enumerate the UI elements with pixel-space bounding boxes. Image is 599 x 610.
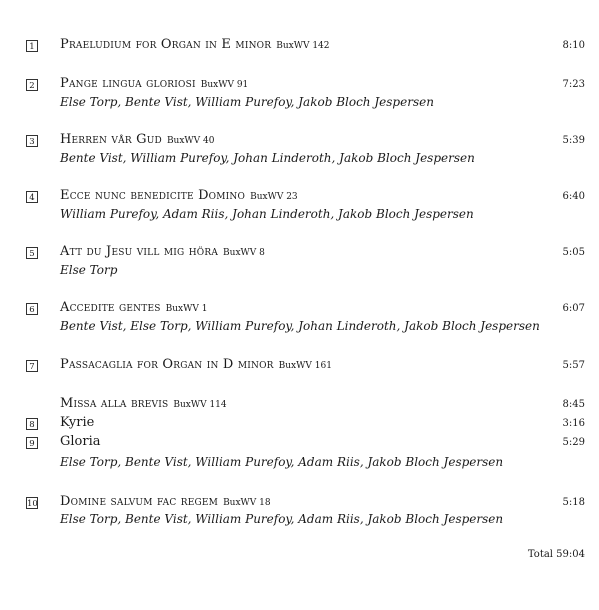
bux-catalog: BuxWV 40: [166, 136, 215, 146]
bux-catalog: BuxWV 8: [223, 248, 265, 258]
track-number: 7: [26, 360, 38, 372]
track-performers: Bente Vist, Else Torp, William Purefoy, Johan Linderoth, Jakob Bloch Jespersen: [60, 319, 540, 333]
track-title: [60, 300, 207, 315]
track-performers: Bente Vist, William Purefoy, Johan Linderoth, Jakob Bloch Jespersen: [60, 151, 475, 165]
track-number: 4: [26, 191, 38, 203]
movement-duration: 3:16: [562, 418, 585, 429]
track-performers: William Purefoy, Adam Riis, Johan Linderoth, Jakob Bloch Jespersen: [60, 207, 474, 221]
track-performers: Else Torp, Bente Vist, William Purefoy, Jakob Bloch Jespersen: [60, 95, 434, 109]
track-number: 10: [27, 499, 38, 509]
track-title-text: Passacaglia for Organ in D minor: [60, 357, 274, 372]
bux-catalog: BuxWV 1: [165, 304, 208, 314]
work-title: [60, 396, 227, 411]
track-duration: 5:05: [562, 247, 585, 258]
work-duration: 8:45: [562, 399, 585, 410]
track-title: [60, 132, 215, 147]
track-number: 5: [26, 247, 38, 259]
track-duration: 7:23: [562, 79, 585, 90]
track-title-text: Att du Jesu vill mig höra: [60, 244, 219, 259]
movement-duration: 5:29: [562, 437, 585, 448]
track-duration: 8:10: [562, 40, 585, 51]
movement-title: Kyrie: [60, 415, 95, 430]
track-title: [60, 188, 298, 203]
track-number: 1: [26, 40, 38, 52]
track-duration: 5:18: [562, 497, 585, 508]
track-title-text: Accedite gentes: [60, 300, 161, 315]
track-title-text: Herren vår Gud: [60, 132, 162, 147]
movement-title: Gloria: [60, 434, 101, 449]
track-title: [60, 357, 332, 372]
track-title-text: Domine salvum fac regem: [60, 494, 219, 509]
track-duration: 5:39: [562, 135, 585, 146]
bux-catalog: BuxWV 114: [173, 400, 227, 410]
track-duration: 6:07: [562, 303, 585, 314]
bux-catalog: BuxWV 23: [250, 192, 298, 202]
track-number: 2: [26, 79, 38, 91]
bux-catalog: BuxWV 161: [278, 361, 332, 371]
track-title-text: Praeludium for Organ in E minor: [60, 37, 272, 52]
track-title: [60, 494, 271, 509]
track-number: 8: [26, 418, 38, 430]
track-performers: Else Torp: [60, 263, 118, 277]
bux-catalog: BuxWV 142: [276, 41, 330, 51]
track-title-text: Pange lingua gloriosi: [60, 76, 196, 91]
track-performers: Else Torp, Bente Vist, William Purefoy, Adam Riis, Jakob Bloch Jespersen: [60, 455, 504, 469]
work-title-text: Missa alla brevis: [60, 396, 169, 411]
track-number: 3: [26, 135, 38, 147]
track-title-text: Ecce nunc benedicite Domino: [60, 188, 246, 203]
total-duration: Total 59:04: [527, 549, 585, 560]
track-performers: Else Torp, Bente Vist, William Purefoy, Adam Riis, Jakob Bloch Jespersen: [60, 512, 504, 526]
track-number: 6: [26, 303, 38, 315]
track-title: [60, 76, 248, 91]
track-title: [60, 37, 330, 52]
bux-catalog: BuxWV 91: [200, 80, 249, 90]
track-number: 9: [26, 437, 38, 449]
track-title: [60, 244, 265, 259]
bux-catalog: BuxWV 18: [223, 498, 271, 508]
track-duration: 5:57: [562, 360, 585, 371]
track-duration: 6:40: [562, 191, 585, 202]
